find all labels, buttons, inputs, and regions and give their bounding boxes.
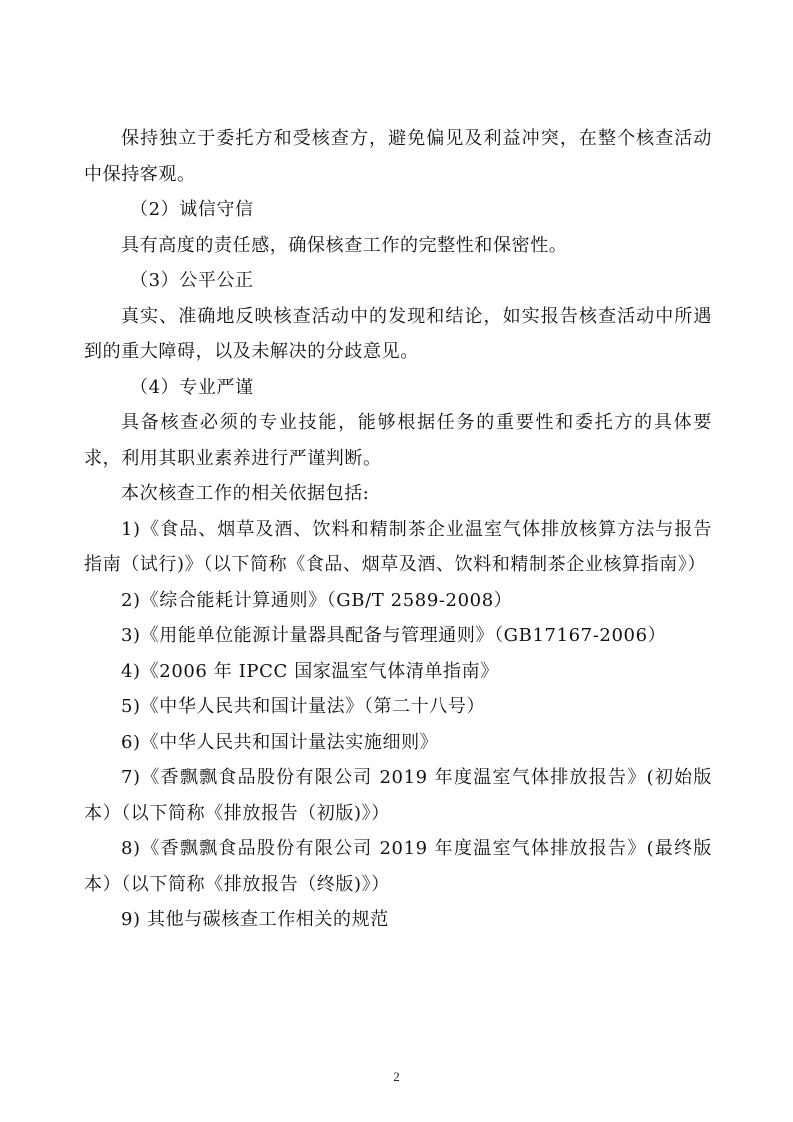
- reference-item-4: 4)《2006 年 IPCC 国家温室气体清单指南》: [121, 660, 499, 682]
- reference-item-3: 3)《用能单位能源计量器具配备与管理通则》（GB17167-2006）: [121, 625, 667, 646]
- principle-heading-professional: （4）专业严谨: [130, 376, 254, 398]
- basis-intro: 本次核查工作的相关依据包括:: [121, 483, 370, 504]
- reference-item-1: 1)《食品、烟草及酒、饮料和精制茶企业温室气体排放核算方法与报告指南（试行)》（以下简称《食品、烟草及酒、饮料和精制茶企业核算指南》）: [84, 518, 712, 575]
- page-number: 2: [393, 1069, 400, 1084]
- principle-heading-integrity: （2）诚信守信: [130, 199, 254, 220]
- paragraph-fairness: 真实、准确地反映核查活动中的发现和结论，如实报告核查活动中所遇到的重大障碍，以及未解决的分歧意见。: [84, 305, 712, 362]
- paragraph-independence: 保持独立于委托方和受核查方，避免偏见及利益冲突，在整个核查活动中保持客观。: [84, 128, 712, 185]
- principle-heading-fairness: （3）公平公正: [130, 270, 254, 291]
- reference-item-2: 2)《综合能耗计算通则》（GB/T 2589-2008）: [121, 589, 513, 611]
- reference-item-6: 6)《中华人民共和国计量法实施细则》: [121, 731, 439, 753]
- document-body: [84, 121, 712, 938]
- paragraph-integrity: 具有高度的责任感，确保核查工作的完整性和保密性。: [121, 234, 568, 256]
- reference-item-8: 8)《香飘飘食品股份有限公司 2019 年度温室气体排放报告》(最终版本）（以下简称《排放报告（终版)》）: [84, 838, 712, 895]
- paragraph-professional: 具备核查必须的专业技能，能够根据任务的重要性和委托方的具体要求，利用其职业素养进行严谨判断。: [84, 412, 712, 469]
- reference-item-7: 7)《香飘飘食品股份有限公司 2019 年度温室气体排放报告》(初始版本）（以下简称《排放报告（初版)》）: [84, 767, 712, 824]
- reference-item-5: 5)《中华人民共和国计量法》（第二十八号）: [121, 696, 486, 717]
- reference-item-9: 9) 其他与碳核查工作相关的规范: [121, 909, 389, 930]
